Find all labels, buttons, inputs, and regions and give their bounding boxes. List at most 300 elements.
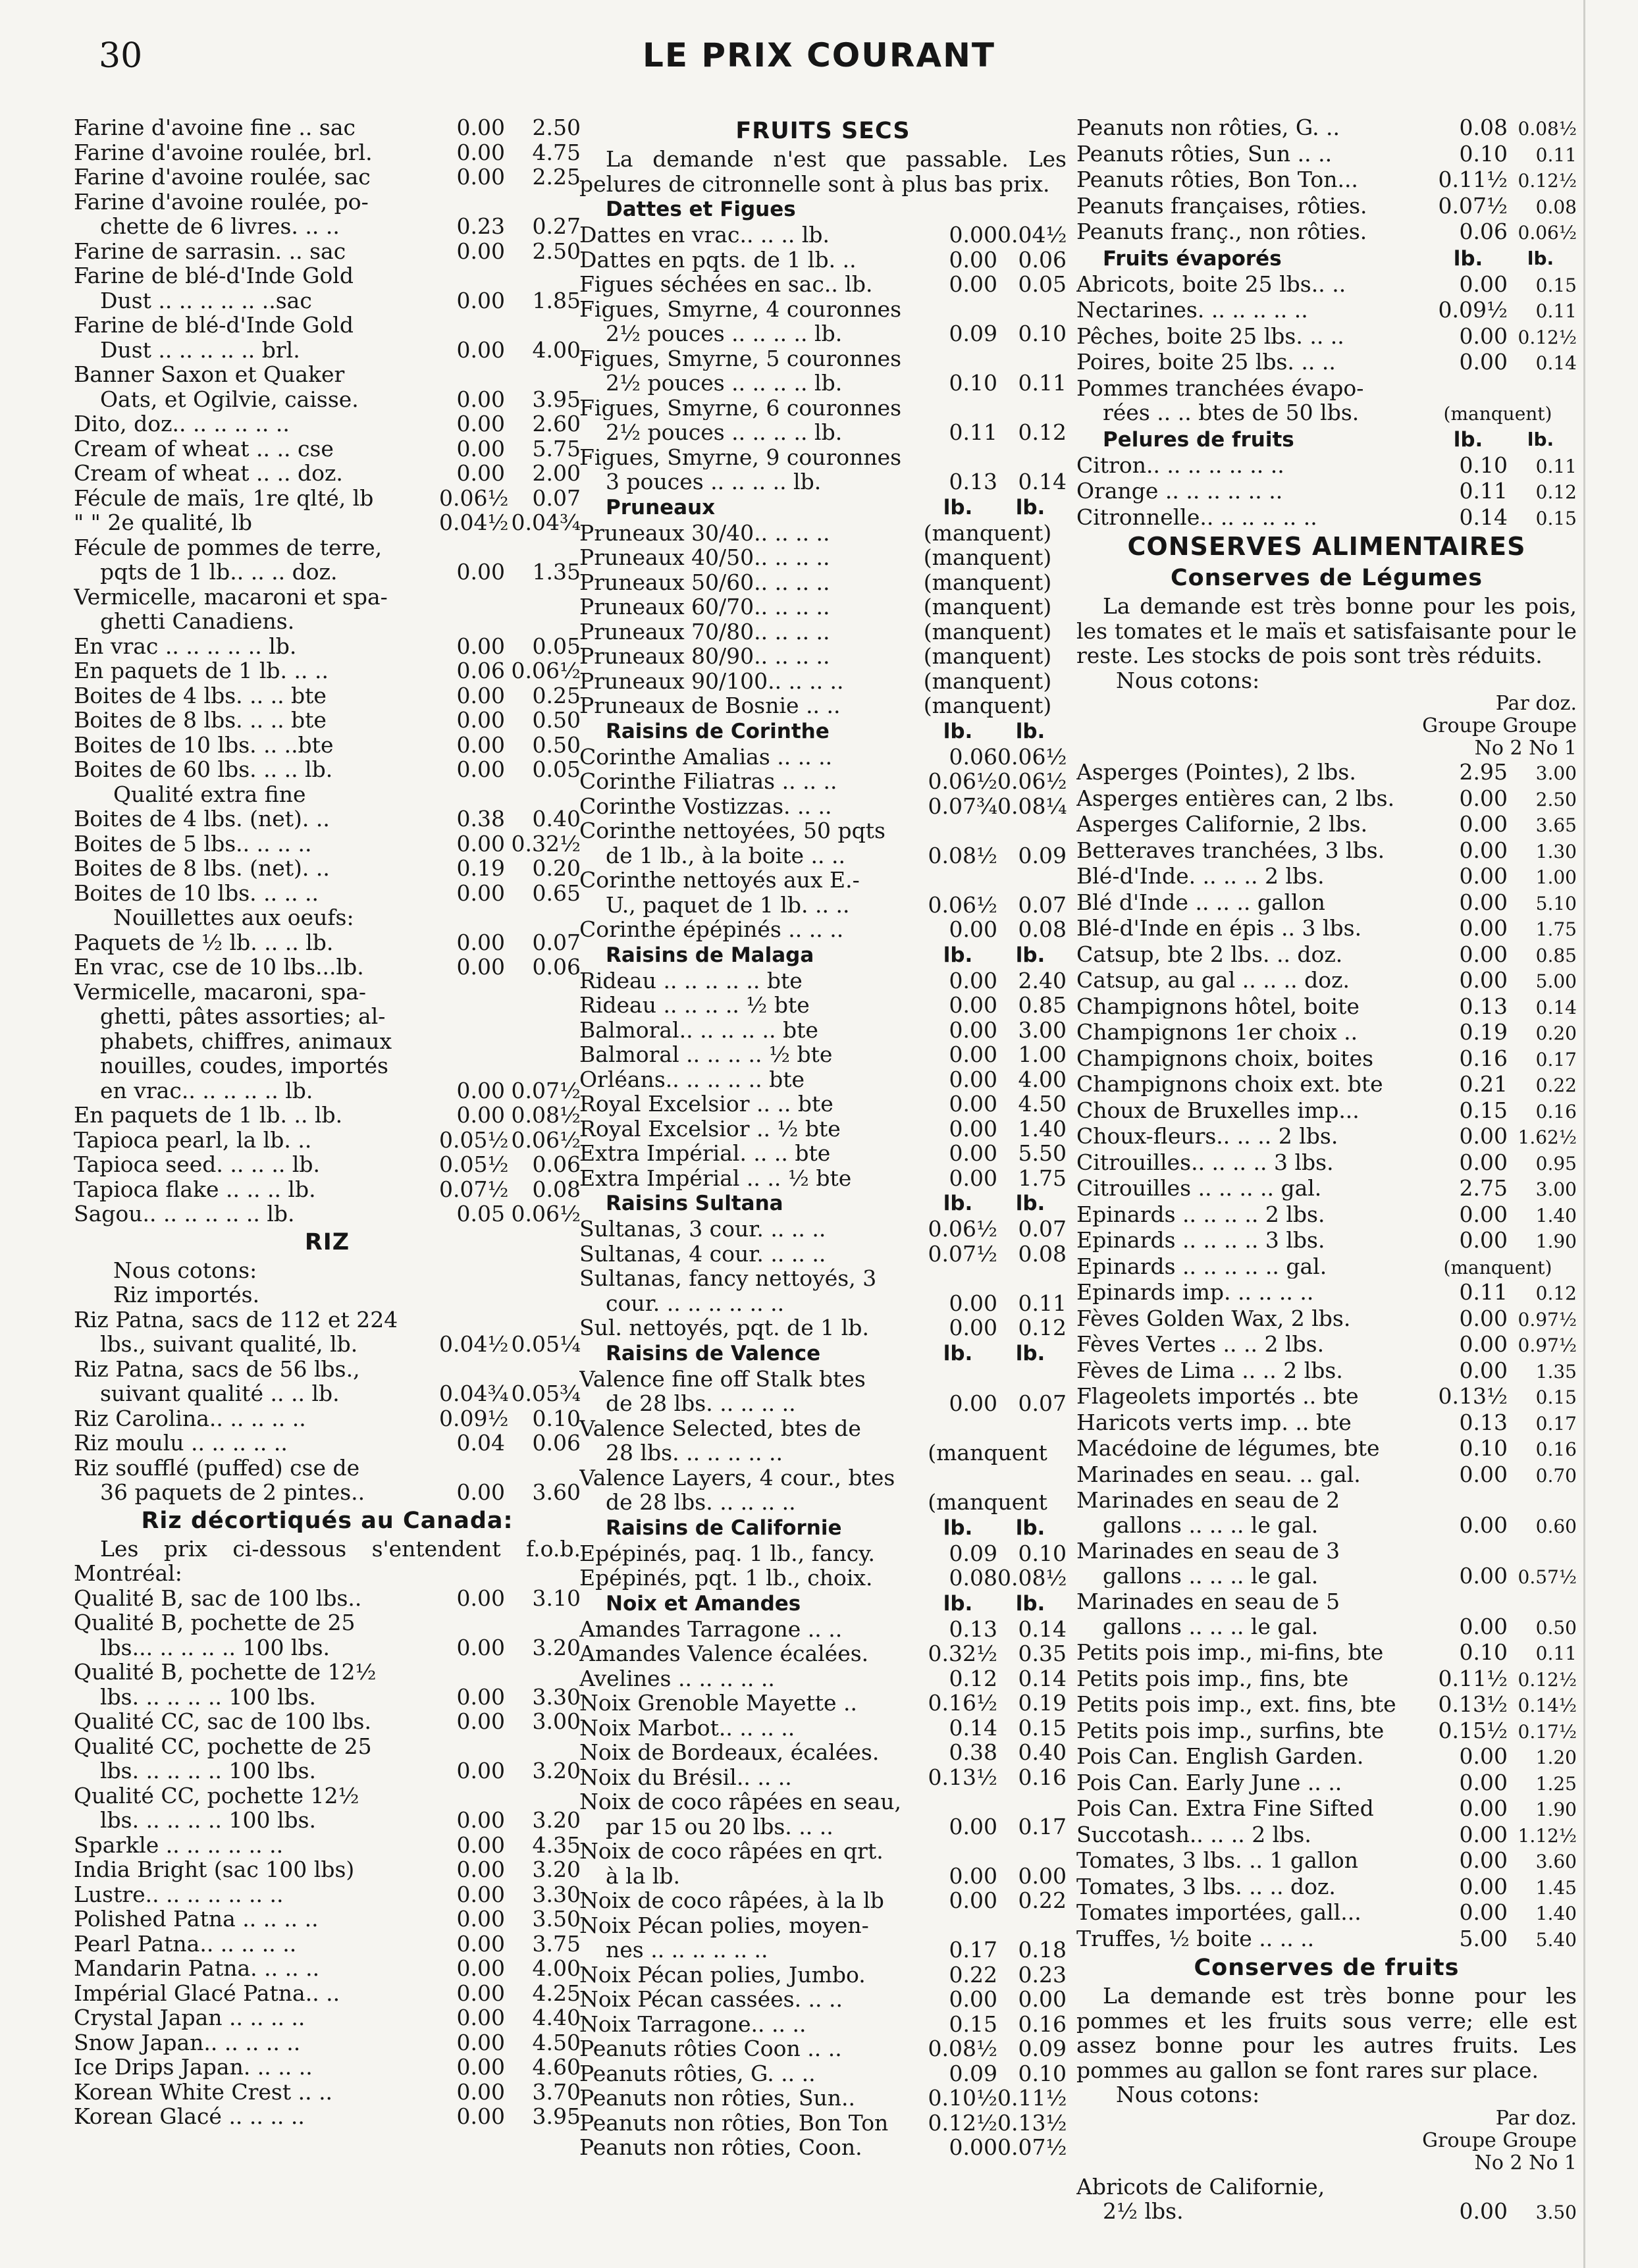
price-row — [74, 1833, 581, 1858]
price-low: 0.00 — [1459, 1123, 1508, 1149]
price-row — [1076, 453, 1577, 479]
item-label: chette de 6 livres. .. .. — [100, 214, 340, 239]
price-row — [1076, 1796, 1577, 1822]
item-label: Champignons choix ext. bte — [1076, 1072, 1383, 1097]
price-row — [74, 1709, 581, 1734]
price-row — [74, 214, 581, 239]
unit-label: lb. — [1015, 1591, 1045, 1616]
price-low: 0.00 — [456, 1585, 505, 1611]
section-heading: Conserves de fruits — [1194, 1955, 1460, 1981]
price-high: 0.50 — [532, 707, 581, 733]
price-low: 0.00 — [456, 164, 505, 190]
price-low: 0.00 — [1459, 1613, 1508, 1639]
price-high: 0.16 — [1018, 1764, 1067, 1790]
price-low: 0.00 — [456, 460, 505, 486]
price-high: 3.60 — [1535, 1851, 1577, 1872]
price-row — [74, 1981, 581, 2006]
price-row — [74, 1685, 581, 1710]
price-high: 5.40 — [1535, 1928, 1577, 1951]
price-row — [1076, 1513, 1577, 1539]
price-low: 0.13 — [1459, 993, 1508, 1019]
price-high: 0.05 — [532, 633, 581, 659]
price-row — [74, 1660, 581, 1685]
market-paragraph: Les prix ci-dessous s'entendent f.o.b. Montréal: — [74, 1535, 581, 1586]
price-row — [579, 1888, 1067, 1913]
item-label: Pruneaux de Bosnie .. .. — [579, 693, 841, 718]
price-row — [74, 806, 581, 831]
price-row — [74, 1152, 581, 1177]
price-low: 0.00 — [456, 559, 505, 585]
price-row — [74, 1053, 581, 1078]
price-high: 0.40 — [1018, 1739, 1067, 1765]
price-high: 0.16 — [1535, 1100, 1577, 1122]
item-label: Nectarines. .. .. .. .. .. — [1076, 298, 1308, 323]
price-row — [74, 757, 581, 782]
price-high: 0.11½ — [997, 2085, 1067, 2111]
price-low: 0.00 — [1459, 1847, 1508, 1873]
unit-label: lb. — [943, 1341, 973, 1365]
item-label: Peanuts non rôties, Sun.. — [579, 2086, 855, 2111]
price-high: 0.15 — [1535, 274, 1577, 296]
price-low: 0.00 — [949, 1066, 997, 1092]
price-low: 0.05 — [456, 1201, 505, 1226]
item-label: Corinthe Amalias .. .. .. — [579, 744, 833, 769]
price-row — [1076, 916, 1577, 942]
price-high: 3.10 — [532, 1585, 581, 1611]
column-right — [1076, 115, 1577, 2225]
item-label: Pruneaux 60/70.. .. .. .. — [579, 594, 830, 620]
price-low: 0.00 — [456, 1758, 505, 1783]
price-high: 3.30 — [532, 1881, 581, 1907]
price-low: 0.07½ — [1438, 192, 1508, 219]
price-high: 0.65 — [532, 880, 581, 906]
price-row — [579, 521, 1067, 546]
price-low: 0.00 — [456, 880, 505, 906]
price-row — [579, 1814, 1067, 1839]
price-row — [74, 634, 581, 659]
price-low: 0.00 — [1459, 889, 1508, 915]
price-high: 4.75 — [532, 139, 581, 165]
price-high: 1.90 — [1535, 1230, 1577, 1252]
price-high: 4.00 — [532, 336, 581, 363]
price-low: 0.00 — [1459, 967, 1508, 993]
price-high: 1.12½ — [1518, 1824, 1577, 1847]
price-high: 0.85 — [1018, 992, 1067, 1018]
item-label: cour. .. .. .. .. .. .. — [606, 1290, 785, 1315]
price-low: 0.00 — [456, 707, 505, 733]
price-high: 0.06 — [1018, 246, 1067, 273]
item-label: Noix du Brésil.. .. .. — [579, 1764, 792, 1789]
price-low: 0.00 — [1459, 1873, 1508, 1899]
note-line: Nous cotons: — [113, 1257, 257, 1283]
price-high: 0.32½ — [511, 830, 581, 857]
unit-label: lb. — [943, 495, 973, 519]
price-high: 0.13½ — [997, 2109, 1067, 2136]
price-row — [579, 2061, 1067, 2086]
price-low: 0.13 — [949, 469, 997, 494]
price-high: 0.06½ — [511, 1201, 581, 1226]
price-row — [1076, 1254, 1577, 1280]
item-label: Petits pois imp., fins, bte — [1076, 1666, 1349, 1691]
item-label: Epinards imp. .. .. .. .. — [1076, 1280, 1314, 1305]
item-label: Dust .. .. .. .. .. ..sac — [100, 288, 312, 313]
price-high: 5.50 — [1018, 1140, 1067, 1166]
price-low: 0.00 — [949, 2134, 997, 2160]
price-low: 0.00 — [1459, 2198, 1508, 2224]
price-low: 0.17 — [949, 1937, 997, 1963]
item-label: Epépinés, paq. 1 lb., fancy. — [579, 1541, 876, 1566]
item-label: Extra Impérial .. .. ½ bte — [579, 1165, 852, 1190]
price-low: 0.00 — [949, 222, 997, 248]
price-low: 0.04 — [456, 1430, 505, 1456]
price-low: 0.09 — [949, 321, 997, 346]
price-low: 0.00 — [456, 411, 505, 436]
price-row — [1076, 298, 1577, 324]
price-row — [74, 165, 581, 190]
item-label: Sul. nettoyés, pqt. de 1 lb. — [579, 1315, 869, 1340]
item-label: Tomates importées, gall... — [1076, 1900, 1361, 1925]
price-row — [579, 1765, 1067, 1790]
price-row — [1076, 142, 1577, 168]
group-header-line: Groupe Groupe — [1422, 2128, 1577, 2152]
group-header-line: No 2 No 1 — [1474, 2151, 1577, 2175]
item-label: Corinthe nettoyées, 50 pqts — [579, 818, 885, 843]
price-row — [579, 2135, 1067, 2160]
subsection-title: Noix et Amandes — [606, 1591, 801, 1616]
price-low: 0.00 — [456, 1832, 505, 1858]
item-label: Pruneaux 80/90.. .. .. .. — [579, 644, 830, 669]
price-low: 0.00 — [456, 1807, 505, 1833]
subsection-title: Raisins de Malaga — [606, 943, 814, 967]
price-note: (manquent) — [923, 519, 1052, 546]
price-row — [74, 2005, 581, 2030]
note-line: Nous cotons: — [1116, 2082, 1260, 2107]
price-row — [579, 1440, 1067, 1465]
price-low: 0.00 — [1459, 1899, 1508, 1925]
item-label: Epinards .. .. .. .. .. gal. — [1076, 1253, 1327, 1279]
price-row — [1076, 1926, 1577, 1953]
price-row — [1076, 1410, 1577, 1437]
price-note: (manquent) — [923, 668, 1052, 694]
price-row — [579, 1367, 1067, 1392]
price-row — [74, 387, 581, 412]
price-low: 0.05½ — [439, 1151, 509, 1177]
price-low: 0.00 — [949, 1986, 997, 2012]
price-row — [579, 1166, 1067, 1191]
price-low: 0.00 — [1459, 349, 1508, 375]
price-row — [74, 708, 581, 733]
price-low: 0.10 — [1459, 1639, 1508, 1665]
price-low: 0.10½ — [928, 2085, 997, 2111]
price-low: 0.00 — [949, 1091, 997, 1117]
item-label: de 1 lb., à la boite .. .. — [606, 843, 845, 868]
item-label: nouilles, coudes, importés — [100, 1053, 388, 1078]
item-label: 28 lbs. .. .. .. .. .. — [606, 1440, 783, 1465]
price-low: 0.00 — [456, 682, 505, 708]
price-high: 0.60 — [1535, 1515, 1577, 1537]
price-row — [74, 980, 581, 1005]
item-label: Corinthe épépinés .. .. .. — [579, 917, 844, 942]
price-low: 0.06½ — [439, 485, 509, 511]
price-row — [74, 1177, 581, 1202]
price-low: 0.00 — [949, 992, 997, 1018]
unit-label: lb. — [1453, 427, 1483, 452]
price-row — [1076, 219, 1577, 246]
price-low: 0.09 — [949, 1540, 997, 1566]
unit-label: lb. — [1527, 247, 1554, 269]
price-low: 0.00 — [949, 1315, 997, 1340]
price-row — [74, 288, 581, 313]
item-label: Poires, boite 25 lbs. .. .. — [1076, 350, 1336, 375]
price-high: 0.08 — [532, 1176, 581, 1202]
item-label: Banner Saxon et Quaker — [74, 362, 345, 387]
price-high: 4.35 — [532, 1832, 581, 1858]
price-low: 0.00 — [949, 1390, 997, 1416]
price-low: 0.00 — [456, 2103, 505, 2129]
price-row — [1076, 968, 1577, 994]
item-label: Riz Patna, sacs de 112 et 224 — [74, 1307, 398, 1332]
price-low: 0.00 — [1459, 1461, 1508, 1487]
price-row — [579, 1987, 1067, 2012]
subsection-title: Raisins de Valence — [606, 1341, 821, 1365]
price-row — [74, 1734, 581, 1759]
price-row — [579, 1691, 1067, 1716]
price-row — [579, 1416, 1067, 1441]
price-row — [74, 1480, 581, 1505]
price-row — [579, 1117, 1067, 1142]
price-high: 0.23 — [1018, 1961, 1067, 1988]
price-high: 1.40 — [1018, 1115, 1067, 1142]
item-label: Epinards .. .. .. .. 3 lbs. — [1076, 1228, 1325, 1253]
price-low: 0.00 — [456, 756, 505, 782]
item-label: Orléans.. .. .. .. .. bte — [579, 1067, 805, 1092]
price-high: 2.50 — [1535, 788, 1577, 810]
item-label: Noix de coco râpées en qrt. — [579, 1839, 884, 1864]
item-label: Blé d'Inde .. .. .. gallon — [1076, 889, 1325, 914]
price-high: 0.07 — [1018, 1216, 1067, 1242]
price-high: 0.14 — [1535, 996, 1577, 1018]
price-high: 3.60 — [532, 1479, 581, 1505]
item-label: Paquets de ½ lb. .. .. lb. — [74, 930, 334, 955]
price-high: 3.00 — [1535, 1178, 1577, 1200]
item-label: Figues séchées en sac.. lb. — [579, 272, 873, 297]
price-row — [74, 486, 581, 511]
price-row — [579, 669, 1067, 694]
item-label: Noix de coco râpées, à la lb — [579, 1888, 884, 1913]
item-label: Noix Pécan polies, Jumbo. — [579, 1962, 866, 1987]
price-high: 0.97½ — [1518, 1308, 1577, 1331]
item-label: Succotash.. .. .. 2 lbs. — [1076, 1822, 1311, 1847]
price-row — [1076, 1072, 1577, 1098]
price-high: 0.00 — [1018, 1862, 1067, 1889]
price-high: 0.06½ — [511, 1126, 581, 1153]
price-row — [579, 371, 1067, 396]
item-label: lbs. .. .. .. .. 100 lbs. — [100, 1684, 317, 1709]
item-label: Valence Layers, 4 cour., btes — [579, 1465, 895, 1490]
price-high: 3.30 — [532, 1683, 581, 1710]
price-row — [74, 411, 581, 436]
price-low: 0.15 — [1459, 1097, 1508, 1123]
price-high: 0.27 — [532, 213, 581, 239]
note-line: Nouillettes aux oeufs: — [113, 905, 354, 930]
item-label: U., paquet de 1 lb. .. .. — [606, 892, 850, 917]
price-row — [1076, 350, 1577, 376]
price-row — [1076, 115, 1577, 142]
price-high: 4.60 — [532, 2054, 581, 2080]
item-label: à la lb. — [606, 1863, 681, 1888]
price-high: 0.50 — [532, 731, 581, 758]
item-label: gallons .. .. .. le gal. — [1103, 1512, 1319, 1537]
price-row — [579, 1938, 1067, 1963]
price-row — [1076, 376, 1577, 401]
price-row — [579, 1913, 1067, 1938]
price-row — [74, 263, 581, 288]
price-low: 0.00 — [456, 1683, 505, 1710]
price-low: 0.22 — [949, 1961, 997, 1988]
price-high: 0.08 — [1018, 1240, 1067, 1267]
item-label: Figues, Smyrne, 9 couronnes — [579, 444, 902, 469]
price-low: 0.00 — [456, 2054, 505, 2080]
subsection-title: Raisins Sultana — [606, 1192, 783, 1215]
item-label: Peanuts rôties, G. .. .. — [579, 2061, 816, 2086]
price-row — [1076, 1046, 1577, 1072]
price-low: 0.06½ — [928, 1216, 997, 1242]
subsection-header — [579, 494, 1067, 521]
price-high: 0.15 — [1018, 1714, 1067, 1741]
price-row — [1076, 838, 1577, 864]
item-label: Corinthe Vostizzas. .. .. — [579, 793, 832, 818]
item-label: Blé-d'Inde. .. .. .. 2 lbs. — [1076, 864, 1325, 889]
price-note: (manquent) — [923, 693, 1052, 718]
price-low: 0.00 — [456, 1102, 505, 1128]
unit-label: lb. — [1015, 719, 1045, 743]
price-row — [74, 2030, 581, 2055]
item-label: Fèves Golden Wax, 2 lbs. — [1076, 1305, 1351, 1331]
price-high: 0.08 — [1018, 916, 1067, 942]
price-row — [74, 461, 581, 486]
price-row — [1076, 1640, 1577, 1666]
price-high: 0.12½ — [1518, 170, 1577, 192]
price-low: 0.11½ — [1438, 167, 1508, 192]
subsection-title: Pelures de fruits — [1103, 427, 1294, 452]
subsection-header — [579, 1591, 1067, 1617]
price-row — [579, 868, 1067, 893]
item-label: Champignons hôtel, boite — [1076, 993, 1360, 1018]
price-row — [74, 1882, 581, 1907]
price-row — [74, 831, 581, 857]
price-row — [579, 2036, 1067, 2061]
item-label: Dust .. .. .. .. .. brl. — [100, 337, 300, 362]
price-row — [1076, 167, 1577, 194]
price-low: 0.11 — [1459, 478, 1508, 504]
price-row — [1076, 942, 1577, 968]
unit-label: lb. — [1015, 1516, 1045, 1540]
price-high: 0.08½ — [511, 1102, 581, 1128]
item-label: Fèves Vertes .. .. 2 lbs. — [1076, 1332, 1325, 1357]
item-label: phabets, chiffres, animaux — [100, 1028, 392, 1053]
column-left — [74, 115, 581, 2129]
price-low: 0.00 — [456, 1708, 505, 1734]
price-row — [579, 794, 1067, 819]
price-high: 0.08 — [1535, 196, 1577, 218]
item-label: Pêches, boite 25 lbs. .. .. — [1076, 323, 1344, 348]
item-label: Citrouilles .. .. .. .. gal. — [1076, 1176, 1322, 1201]
unit-label: lb. — [1527, 428, 1554, 450]
subsection-header — [1076, 246, 1577, 272]
price-high: 3.00 — [1018, 1016, 1067, 1043]
price-row — [74, 1956, 581, 1981]
item-label: Sultanas, 3 cour. .. .. .. — [579, 1217, 826, 1242]
price-row — [74, 1857, 581, 1882]
price-low: 0.00 — [949, 246, 997, 273]
item-label: Boites de 10 lbs. .. ..bte — [74, 732, 334, 757]
price-row — [579, 1315, 1067, 1340]
item-label: Pois Can. Early June .. .. — [1076, 1770, 1342, 1795]
item-label: Dattes en vrac.. .. .. lb. — [579, 223, 830, 248]
price-low: 0.08½ — [928, 842, 997, 868]
price-high: 0.20 — [1535, 1022, 1577, 1044]
price-low: 0.00 — [456, 386, 505, 412]
item-label: nes .. .. .. .. .. .. — [606, 1938, 768, 1963]
price-low: 0.00 — [1459, 1201, 1508, 1227]
price-high: 0.14½ — [1518, 1695, 1577, 1716]
price-low: 0.08 — [949, 1565, 997, 1591]
item-label: Korean Glacé .. .. .. .. — [74, 2104, 305, 2129]
price-row — [1076, 1384, 1577, 1410]
item-label: Qualité CC, pochette de 25 — [74, 1733, 372, 1758]
price-high: 3.00 — [532, 1708, 581, 1734]
item-label: de 28 lbs. .. .. .. .. — [606, 1490, 796, 1515]
market-paragraph: La demande n'est que passable. Les pelures de citronnelle sont à plus bas prix. — [579, 146, 1067, 197]
item-label: Citronnelle.. .. .. .. .. .. — [1076, 504, 1317, 529]
item-label: Vermicelle, macaroni, spa- — [74, 979, 367, 1004]
item-label: ghetti Canadiens. — [100, 609, 295, 634]
item-label: Fécule de maïs, 1re qlté, lb — [74, 485, 374, 510]
price-high: 4.00 — [1018, 1066, 1067, 1092]
price-row — [579, 1740, 1067, 1765]
price-high: 5.10 — [1535, 892, 1577, 914]
price-row — [579, 1217, 1067, 1242]
price-row — [579, 1617, 1067, 1642]
item-label: Balmoral .. .. .. .. ½ bte — [579, 1042, 833, 1067]
price-row — [579, 893, 1067, 918]
item-label: Impérial Glacé Patna.. .. — [74, 1980, 340, 2005]
price-row — [579, 594, 1067, 620]
price-high: 1.35 — [532, 559, 581, 585]
price-high: 0.10 — [1018, 1540, 1067, 1566]
price-high: 0.10 — [532, 1405, 581, 1431]
price-low: 0.09½ — [439, 1405, 509, 1431]
item-label: Choux-fleurs.. .. .. 2 lbs. — [1076, 1124, 1338, 1149]
item-label: Boites de 60 lbs. .. .. lb. — [74, 757, 333, 782]
price-high: 3.65 — [1535, 814, 1577, 836]
subsection-header — [579, 1340, 1067, 1367]
price-low: 0.00 — [456, 731, 505, 758]
price-high: 0.20 — [532, 855, 581, 881]
price-high: 1.00 — [1018, 1042, 1067, 1067]
item-label: 3 pouces .. .. .. .. lb. — [606, 469, 822, 494]
price-high: 1.35 — [1535, 1360, 1577, 1383]
item-label: Sultanas, fancy nettoyés, 3 — [579, 1266, 877, 1291]
price-high: 1.30 — [1535, 840, 1577, 862]
item-label: Farine d'avoine roulée, po- — [74, 189, 369, 214]
item-label: Royal Excelsior .. ½ bte — [579, 1116, 841, 1141]
price-row — [74, 930, 581, 955]
group-header-line: Groupe Groupe — [1422, 714, 1577, 737]
group-header — [1076, 693, 1577, 760]
price-row — [74, 362, 581, 387]
price-low: 0.07½ — [439, 1176, 509, 1202]
